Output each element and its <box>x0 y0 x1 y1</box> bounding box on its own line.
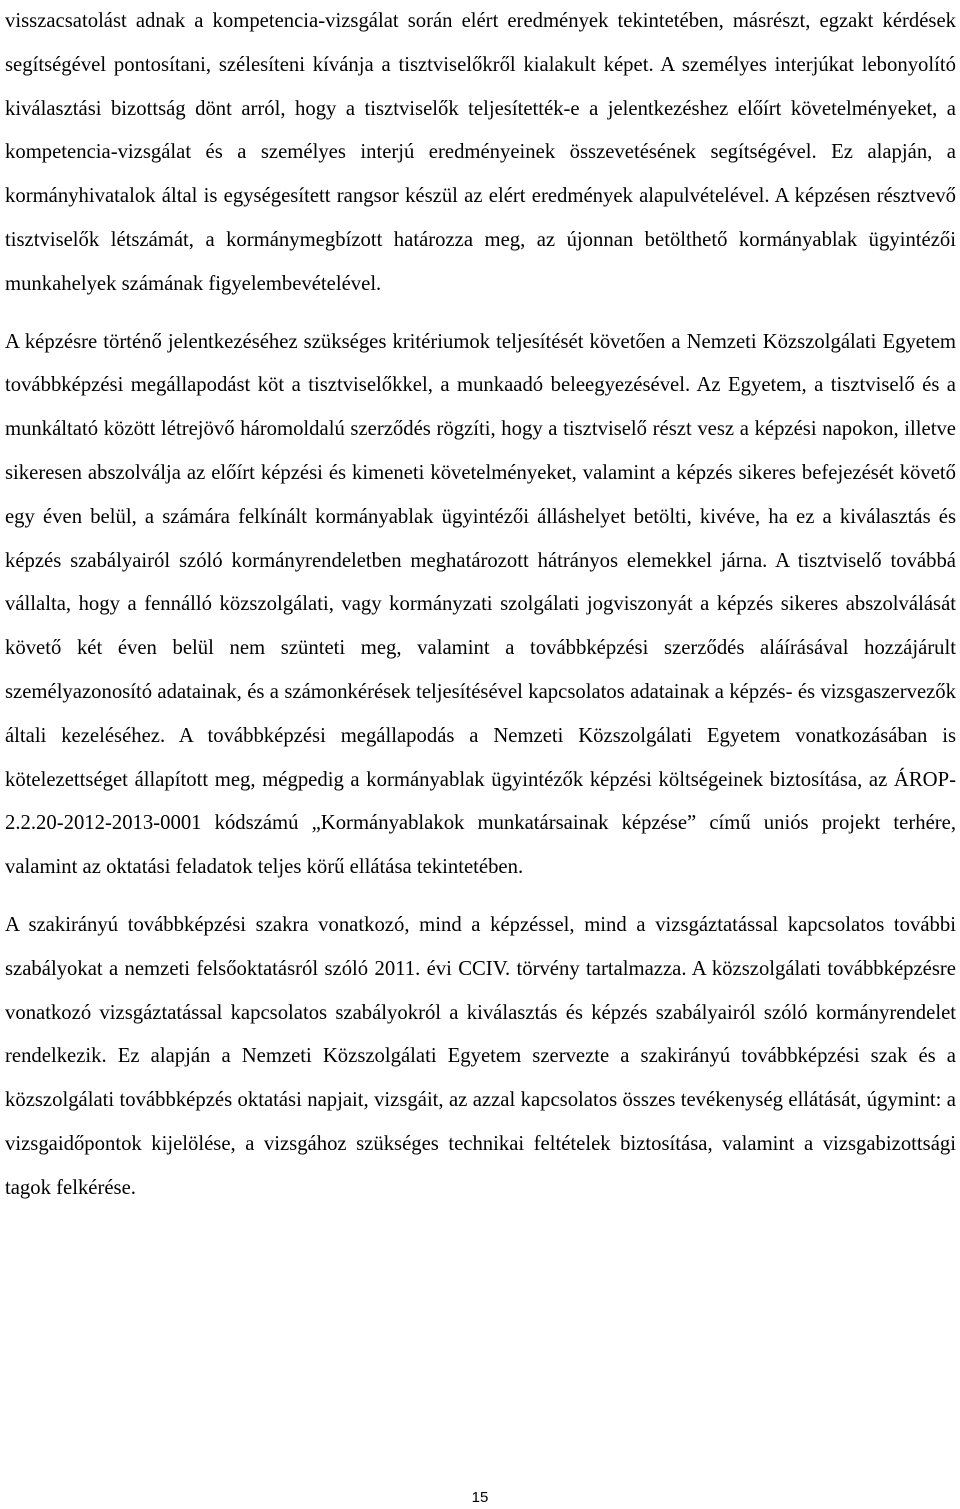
page-number: 15 <box>471 1489 489 1506</box>
paragraph-3: A szakirányú továbbképzési szakra vonatkozó, mind a képzéssel, mind a vizsgáztatással kapcsolatos további szabályokat a nemzeti felsőoktatásról szóló 2011. évi CCIV. törvény tartalmazza. A közszolgálati továbbképzésre vonatkozó vizsgáztatással kapcsolatos szabályokról a kiválasztás és képzés szabályairól szóló kormányrendelet rendelkezik. Ez alapján a Nemzeti Közszolgálati Egyetem szervezte a szakirányú továbbképzési szak és a közszolgálati továbbképzés oktatási napjait, vizsgáit, az azzal kapcsolatos összes tevékenység ellátását, úgymint: a vizsgaidőpontok kijelölése, a vizsgához szükséges technikai feltételek biztosítása, valamint a vizsgabizottsági tagok felkérése. <box>5 913 956 1199</box>
paragraph-2: A képzésre történő jelentkezéséhez szükséges kritériumok teljesítését követően a Nemzeti Közszolgálati Egyetem továbbképzési megállapodást köt a tisztviselőkkel, a munkaadó beleegyezésével. Az Egyetem, a tisztviselő és a munkáltató között létrejövő háromoldalú szerződés rögzíti, hogy a tisztviselő részt vesz a képzési napokon, illetve sikeresen abszolválja az előírt képzési és kimeneti követelményeket, valamint a képzés sikeres befejezését követő egy éven belül, a számára felkínált kormányablak ügyintézői álláshelyet betölti, kivéve, ha ez a kiválasztás és képzés szabályairól szóló kormányrendeletben meghatározott hátrányos elemekkel járna. A tisztviselő továbbá vállalta, hogy a fennálló közszolgálati, vagy kormányzati szolgálati jogviszonyát a képzés sikeres abszolválását követő két éven belül nem szünteti meg, valamint a továbbképzési szerződés aláírásával hozzájárult személyazonosító adatainak, és a számonkérések teljesítésével kapcsolatos adatainak a képzés- és vizsgaszervezők általi kezeléséhez. A továbbképzési megállapodás a Nemzeti Közszolgálati Egyetem vonatkozásában is kötelezettséget állapított meg, mégpedig a kormányablak ügyintézők képzési költségeinek biztosítása, az ÁROP-2.2.20-2012-2013-0001 kódszámú „Kormányablakok munkatársainak képzése” című uniós projekt terhére, valamint az oktatási feladatok teljes körű ellátása tekintetében. <box>5 330 956 879</box>
paragraph-1: visszacsatolást adnak a kompetencia-vizsgálat során elért eredmények tekintetében, másrészt, egzakt kérdések segítségével pontosítani, szélesíteni kívánja a tisztviselőkről kialakult képet. A személyes interjúkat lebonyolító kiválasztási bizottság dönt arról, hogy a tisztviselők teljesítették-e a jelentkezéshez előírt követelményeket, a kompetencia-vizsgálat és a személyes interjú eredményeinek összevetésének segítségével. Ez alapján, a kormányhivatalok által is egységesített rangsor készül az elért eredmények alapulvételével. A képzésen résztvevő tisztviselők létszámát, a kormánymegbízott határozza meg, az újonnan betölthető kormányablak ügyintézői munkahelyek számának figyelembevételével. <box>5 10 956 295</box>
document-body <box>5 0 956 1211</box>
